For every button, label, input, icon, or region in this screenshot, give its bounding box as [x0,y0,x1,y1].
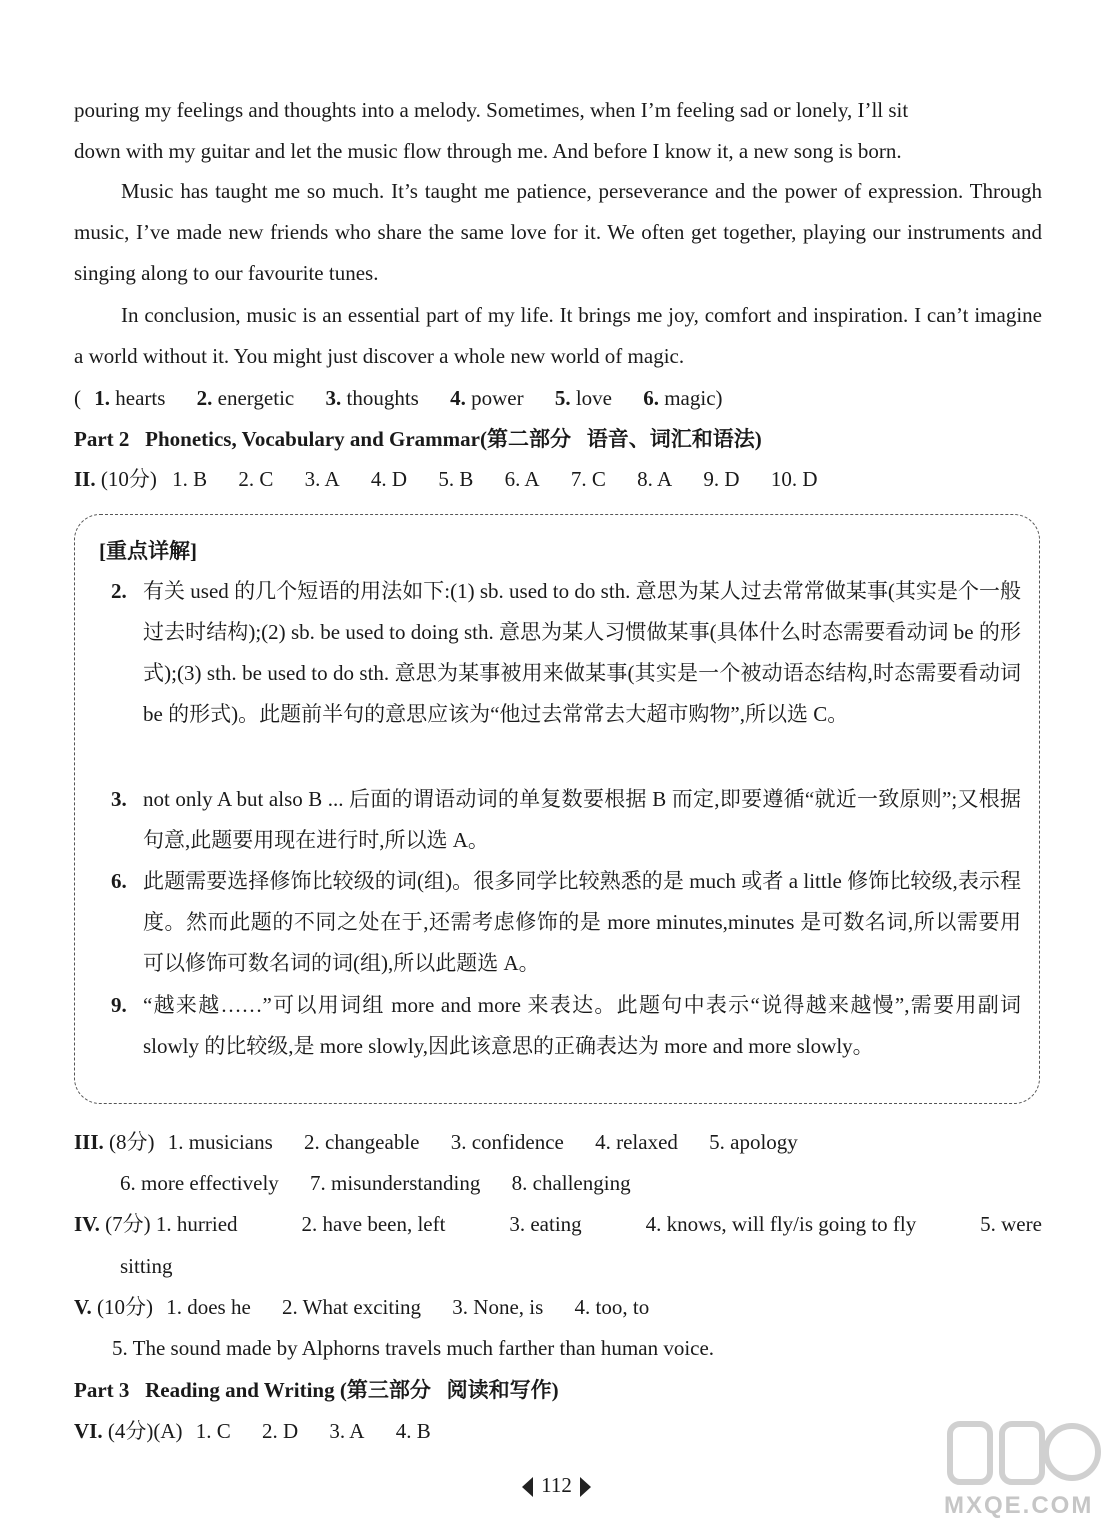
section-label: VI. [74,1419,103,1443]
section-score: (10分) [100,467,157,491]
answer-item: 1. B [172,467,208,491]
answer-item: 4. knows, will fly/is going to fly [645,1212,917,1236]
section-v-row-2: 5. The sound made by Alphorns travels much farther than human voice. [112,1336,715,1360]
part3-heading: Part 3 Reading and Writing (第三部分 阅读和写作) [74,1378,559,1402]
answer-item: 3. A [304,467,340,491]
answer-item: 10. D [770,467,818,491]
answer-item: 3. confidence [450,1130,564,1154]
answer-num: 2. [196,386,213,410]
note-text: not only A but also B ... 后面的谓语动词的单复数要根据 B 而定,即要遵循“就近一致原则”;又根据句意,此题要用现在进行时,所以选 A。 [143,787,1021,852]
page-number: 112 [541,1473,572,1497]
answer-item: 6. more effectively [120,1171,279,1195]
essay-line-1: pouring my feelings and thoughts into a melody. Sometimes, when I’m feeling sad or lonely, I’ll sit [74,98,909,122]
answer-word: hearts [115,386,166,410]
answer-item: 3. None, is [452,1295,544,1319]
section-iv-row-1 [74,1210,1042,1238]
section-label: IV. [74,1212,100,1236]
watermark-text: MXQE.COM [944,1492,1094,1519]
section-ii [74,465,817,493]
answer-item: 1. hurried [155,1212,238,1236]
answer-item: 5. apology [709,1130,798,1154]
answer-item: 6. A [504,467,540,491]
answer-item: 3. A [329,1419,365,1443]
section-iii-row-1 [74,1128,798,1156]
answer-word: magic [664,386,716,410]
answer-item: 8. challenging [511,1171,631,1195]
section-iii-row-2 [120,1169,631,1197]
right-triangle-icon [580,1477,591,1497]
answer-num: 4. [450,386,466,410]
answer-item: 7. misunderstanding [310,1171,481,1195]
section-score: (7分) [105,1212,151,1236]
section-vi [74,1417,431,1445]
section-score: (4分)(A) [107,1419,183,1443]
section-iv-row-2: sitting [120,1254,173,1278]
answer-item: 3. eating [509,1212,582,1236]
part2-heading: Part 2 Phonetics, Vocabulary and Grammar(第二部分 语音、词汇和语法) [74,427,762,451]
answer-word: thoughts [346,386,419,410]
answer-item: 5. B [438,467,474,491]
answer-item: 2. changeable [304,1130,420,1154]
answer-item: 1. C [195,1419,231,1443]
essay-paragraph-3: In conclusion, music is an essential part of my life. It brings me joy, comfort and inspiration. I can’t imagine a world without it. You might just discover a whole new world of magic. [74,303,1042,368]
note-number: 3. [111,787,127,811]
answer-item: 1. musicians [167,1130,273,1154]
note-text: “越来越……”可以用词组 more and more 来表达。此题句中表示“说得越来越慢”,需要用副词 slowly 的比较级,是 more slowly,因此该意思的正确表达为 more and more slowly。 [143,993,1021,1058]
answer-item: 8. A [637,467,673,491]
explanation-box [74,514,1040,1104]
answer-item: 4. too, to [574,1295,650,1319]
answer-num: 6. [643,386,659,410]
answer-item: 1. does he [166,1295,251,1319]
answer-item: 2. have been, left [301,1212,446,1236]
answer-num: 5. [554,386,571,410]
note-text: 有关 used 的几个短语的用法如下:(1) sb. used to do sth. 意思为某人过去常常做某事(其实是个一般过去时结构);(2) sb. be used to doing sth. 意思为某人习惯做某事(具体什么时态需要看动词 be 的形式);(3) sth. be used to do sth. 意思为某事被用来做某事(其实是一个被动语态结构,时态需要看动词 be 的形式)。此题前半句的意思应该为“他过去常常去大超市购物”,所以选 C。 [143,579,1021,726]
explanation-title: [重点详解] [99,539,197,563]
close-paren: ) [715,386,723,410]
answer-num: 3. [325,386,342,410]
note-number: 2. [111,579,127,603]
answer-word: love [575,386,612,410]
section-label: III. [74,1130,104,1154]
section-label: V. [74,1295,92,1319]
section-score: (8分) [109,1130,155,1154]
answer-item: 4. D [370,467,408,491]
answer-item: 5. were [980,1212,1042,1236]
note-number: 6. [111,869,127,893]
open-paren: ( [74,386,81,410]
answer-item: 4. relaxed [595,1130,678,1154]
answer-item: 9. D [703,467,740,491]
note-text: 此题需要选择修饰比较级的词(组)。很多同学比较熟悉的是 much 或者 a little 修饰比较级,表示程度。然而此题的不同之处在于,还需考虑修饰的是 more minutes,minutes 是可数名词,所以需要用可以修饰可数名词的词(组),所以此题选 A。 [143,869,1021,975]
answer-item: 4. B [395,1419,431,1443]
answer-item: 2. What exciting [282,1295,422,1319]
answer-item: 7. C [570,467,606,491]
note-number: 9. [111,993,127,1017]
section-score: (10分) [96,1295,153,1319]
section-label: II. [74,467,96,491]
left-triangle-icon [522,1477,533,1497]
blank-answers [74,384,723,412]
answer-num: 1. [94,386,110,410]
essay-line-2: down with my guitar and let the music flow through me. And before I know it, a new song is born. [74,139,902,163]
essay-paragraph-2: Music has taught me so much. It’s taught me patience, perseverance and the power of expression. Through music, I’ve made new friends who share the same love for it. We often get together, playing our instruments and singing along to our favourite tunes. [74,179,1042,285]
answer-word: power [471,386,524,410]
answer-item: 2. D [262,1419,299,1443]
answer-item: 2. C [238,467,274,491]
section-v-row-1 [74,1293,649,1321]
answer-word: energetic [217,386,295,410]
